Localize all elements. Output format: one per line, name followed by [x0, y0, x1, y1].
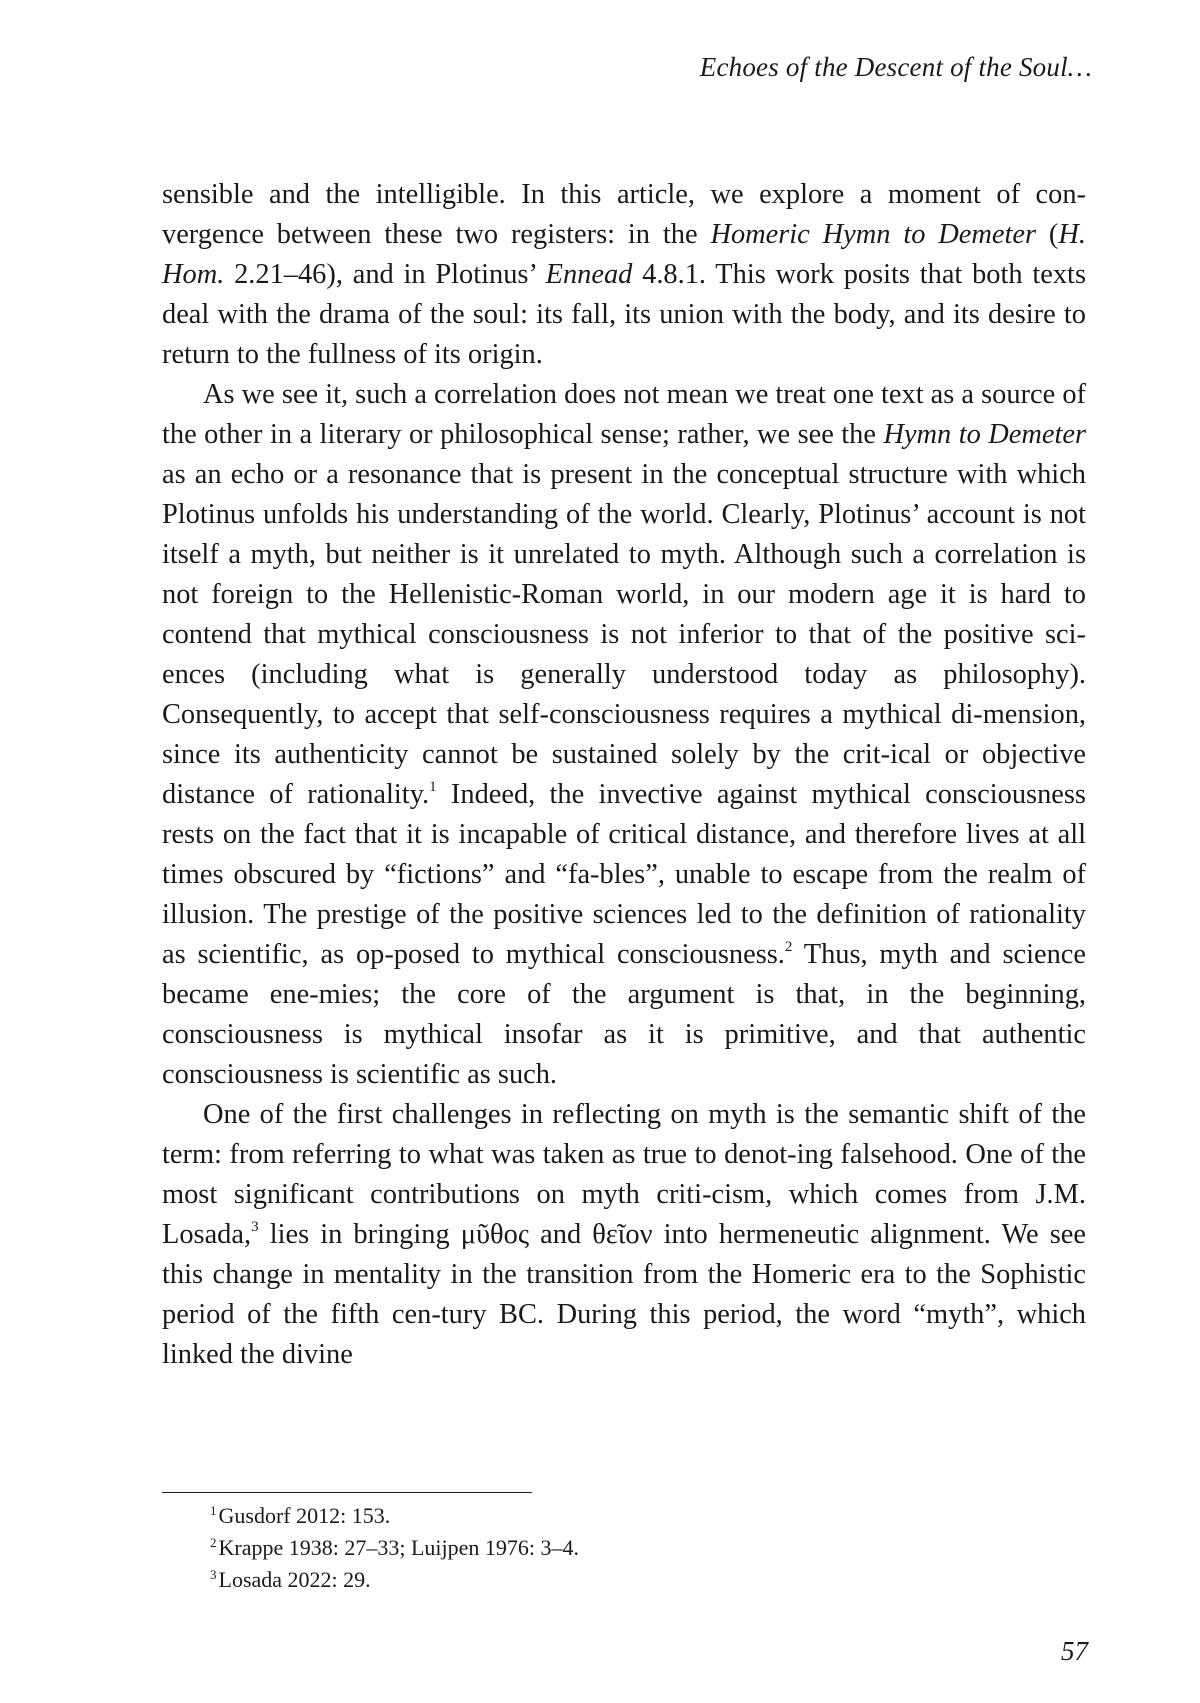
text-segment: One of the first challenges in reflecting on myth is the semantic shift of the term: from referring to what was taken as true to denot-ing falsehood. One of the most significant contributions on myth criti-cism, which comes from J.M. Losada, [162, 1099, 1086, 1250]
footnote-ref: 1 [429, 778, 437, 795]
text-segment: as an echo or a resonance that is present in the conceptual structure with which Plotinus unfolds his understanding of the world. Clearly, Plotinus’ account is not itself a myth, but neither is it unrelated to myth. Although such a correlation is not foreign to the Hellenistic-Roman world, in our modern age it is hard to contend that mythical consciousness is not inferior to that of the positive sci-ences (including what is generally understood today as philosophy). Consequently, to accept that self-consciousness requires a mythical di-mension, since its authenticity cannot be sustained solely by the crit-ical or objective distance of rationality. [162, 459, 1086, 810]
text-segment: lies in bringing μῦθος and θεῖον into hermeneutic alignment. We see this change in mentality in the transition from the Homeric era to the Sophistic period of the fifth cen-tury BC. During this period, the word “myth”, which linked the divine [162, 1219, 1086, 1370]
paragraph-3 [162, 1095, 1086, 1375]
text-segment: sensible and the intelligible. In this article, we explore a moment of con-vergence between these two registers: in the [162, 179, 1086, 250]
footnote-text: Losada 2022: 29. [218, 1567, 371, 1592]
footnote-number: 3 [210, 1566, 217, 1582]
footnote-ref: 3 [251, 1218, 259, 1235]
text-segment: ( [1036, 219, 1059, 250]
running-head: Echoes of the Descent of the Soul… [699, 52, 1092, 82]
text-segment: 2.21–46), and in Plotinus’ [224, 259, 546, 290]
paragraph-1 [162, 175, 1086, 375]
paragraph-2 [162, 375, 1086, 1095]
italic-text: Homeric Hymn to Demeter [710, 219, 1037, 250]
footnote-3 [210, 1564, 579, 1596]
italic-text: Hymn to Demeter [883, 419, 1086, 450]
text-segment: Indeed, the invective against mythical consciousness rests on the fact that it is incapable of critical distance, and therefore lives at all times obscured by “fictions” and “fa-bles”, unable to escape from the realm of illusion. The prestige of the positive sciences led to the definition of rationality as scientific, as op-posed to mythical consciousness. [162, 779, 1086, 970]
footnote-ref: 2 [784, 938, 793, 955]
footnote-text: Gusdorf 2012: 153. [218, 1503, 391, 1528]
footnote-2 [210, 1532, 579, 1564]
page-number: 57 [1061, 1636, 1088, 1666]
body-text [162, 175, 1086, 1375]
footnote-rule [162, 1492, 532, 1493]
text-segment: 4.8.1. This work posits that both texts deal with the drama of the soul: its fall, its union with the body, and its desire to return to the fullness of its origin. [162, 259, 1086, 370]
footnote-text: Krappe 1938: 27–33; Luijpen 1976: 3–4. [218, 1535, 580, 1560]
footnotes [210, 1500, 579, 1596]
footnote-number: 2 [210, 1534, 217, 1550]
italic-text: Ennead [545, 259, 633, 290]
text-segment: Thus, myth and science became ene-mies; the core of the argument is that, in the beginning, consciousness is mythical insofar as it is primitive, and that authentic consciousness is scientific as such. [162, 939, 1086, 1090]
text-segment: As we see it, such a correlation does not mean we treat one text as a source of the other in a literary or philosophical sense; rather, we see the [162, 379, 1086, 450]
footnote-number: 1 [210, 1502, 217, 1518]
footnote-1 [210, 1500, 579, 1532]
italic-text: H. Hom. [162, 219, 1086, 290]
